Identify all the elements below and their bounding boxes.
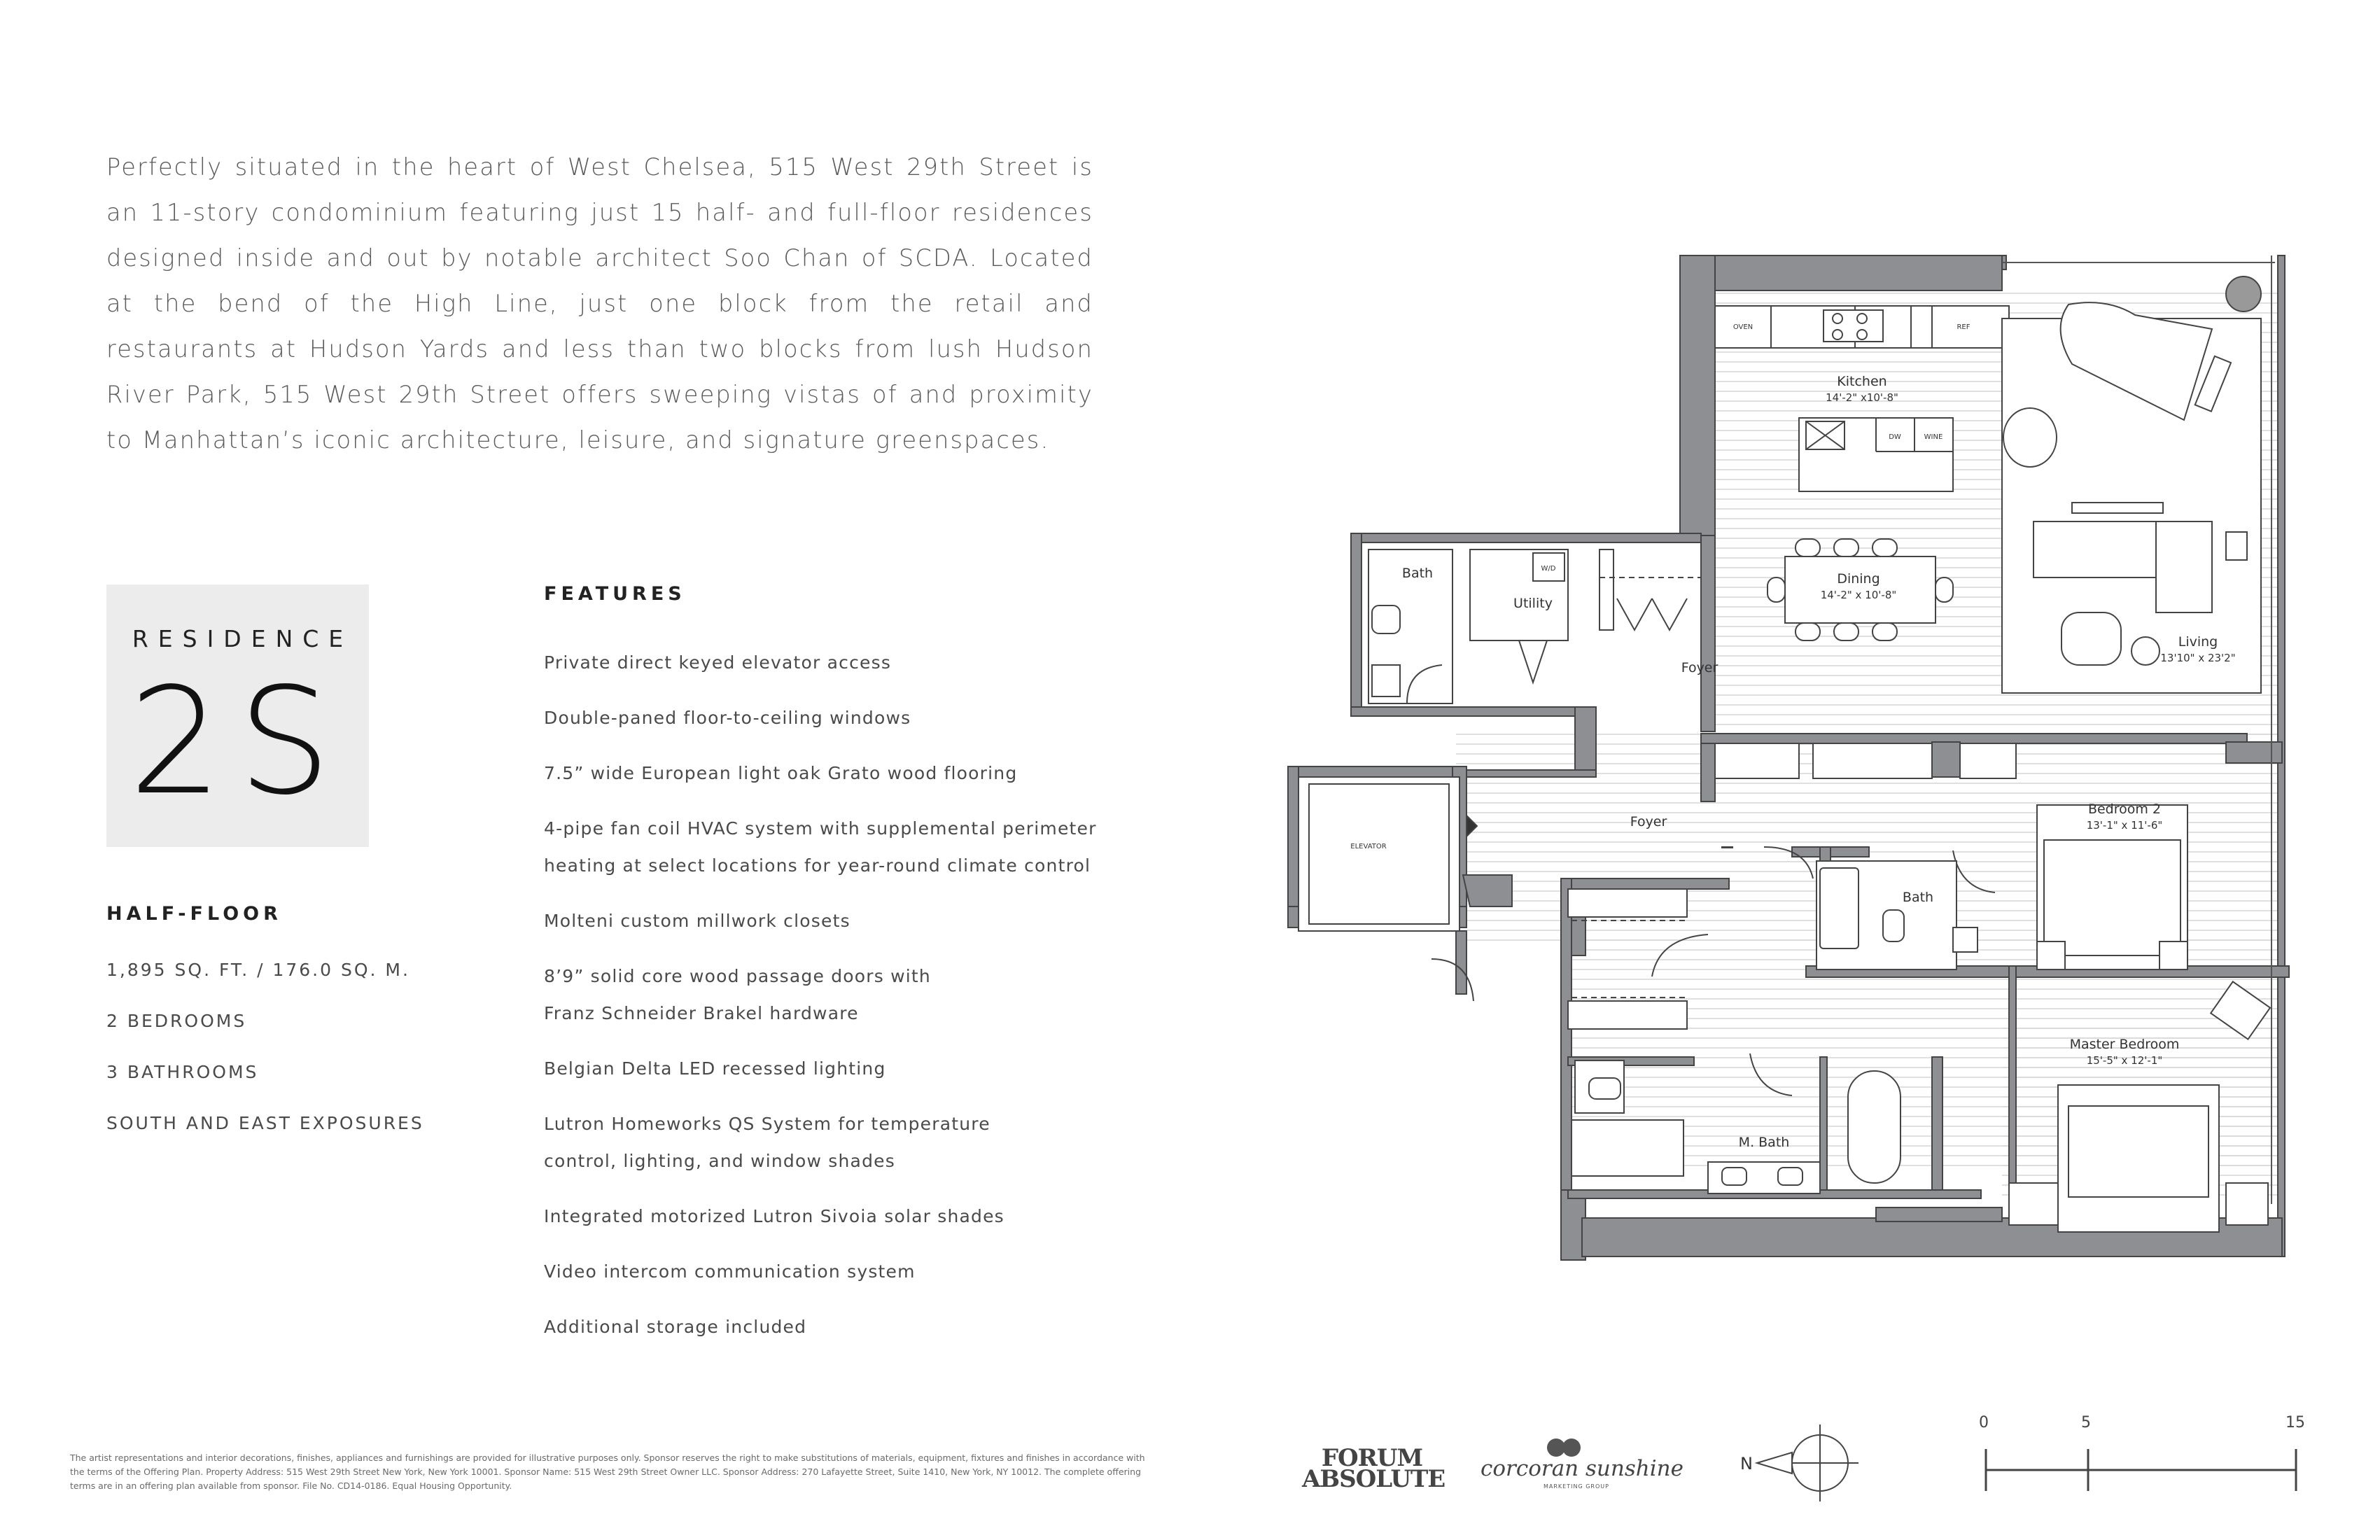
scale-label-5: 5 xyxy=(2081,1414,2091,1432)
north-label: N xyxy=(1740,1454,1753,1474)
utility xyxy=(1470,550,1701,682)
north-arrow-icon xyxy=(1740,1424,1858,1502)
dining-label: Dining xyxy=(1837,571,1880,587)
feature-item: Lutron Homeworks QS System for temperature control, lighting, and window shades xyxy=(544,1114,990,1171)
feature-item: Molteni custom millwork closets xyxy=(544,911,850,931)
feature-item: 4-pipe fan coil HVAC system with supplemental perimeter heating at select locations for year-round climate control xyxy=(544,818,1097,876)
living-label: Living xyxy=(2178,634,2218,650)
kitchen-dims: 14'-2" x10'-8" xyxy=(1826,391,1898,404)
living-dims: 13'10" x 23'2" xyxy=(2160,652,2236,664)
corcoran-logo-subtext: MARKETING GROUP xyxy=(1544,1483,1609,1490)
bath-2-label: Bath xyxy=(1902,890,1934,905)
scale-label-0: 0 xyxy=(1979,1414,1989,1432)
ref-label: REF xyxy=(1956,323,1970,331)
elevator-label: ELEVATOR xyxy=(1350,843,1387,850)
kitchen-label: Kitchen xyxy=(1837,374,1887,389)
oven-label: OVEN xyxy=(1732,323,1754,331)
master-bedroom-dims: 15'-5" x 12'-1" xyxy=(2086,1054,2163,1067)
feature-item: Integrated motorized Lutron Sivoia solar shades xyxy=(544,1206,1004,1226)
spec-exposures: SOUTH AND EAST EXPOSURES xyxy=(106,1113,424,1133)
bedroom-2-label: Bedroom 2 xyxy=(2087,802,2162,817)
spec-area: 1,895 SQ. FT. / 176.0 SQ. M. xyxy=(106,960,410,980)
master-bedroom-label: Master Bedroom xyxy=(2069,1037,2180,1052)
feature-item: 8’9” solid core wood passage doors with Franz Schneider Brakel hardware xyxy=(544,966,931,1023)
features-title: FEATURES xyxy=(544,583,686,605)
feature-item: Private direct keyed elevator access xyxy=(544,652,892,673)
utility-label: Utility xyxy=(1513,596,1553,611)
feature-item: 7.5” wide European light oak Grato wood flooring xyxy=(544,763,1018,783)
corcoran-logo-icon xyxy=(1547,1438,1581,1457)
residence-number: 2S xyxy=(129,656,346,827)
forum-logo-line2: ABSOLUTE xyxy=(1302,1465,1446,1493)
corcoran-logo-text: corcoran sunshine xyxy=(1480,1456,1684,1481)
bath-2 xyxy=(1816,861,1977,969)
elevator xyxy=(1298,777,1477,1001)
bath-1-label: Bath xyxy=(1401,566,1434,581)
scale-bar xyxy=(1986,1449,2296,1491)
forum-logo-line1: FORUM xyxy=(1321,1444,1423,1472)
foyer-label: Foyer xyxy=(1681,660,1718,676)
master-bath-label: M. Bath xyxy=(1738,1135,1790,1150)
spec-bedrooms: 2 BEDROOMS xyxy=(106,1011,247,1031)
residence-label: RESIDENCE xyxy=(132,625,354,652)
feature-item: Belgian Delta LED recessed lighting xyxy=(544,1058,886,1079)
forum-absolute-logo xyxy=(1302,1444,1446,1493)
legal-disclaimer: The artist representations and interior decorations, finishes, appliances and furnishings are provided for illustrative purposes only. Sponsor reserves the right to make substitutions of materials, equipment, fixtures and finishes in accordance with the terms of the Offering Plan. Property Address: 515 West 29th Street New York, New York 10001. Sponsor Name: 515 West 29th Street Owner LLC. Sponsor Address: 270 Lafayette Street, Suite 1410, New York, NY 10012. The complete offering terms are in an offering plan available from sponsor. File No. CD14-0186. Equal Housing Opportunity. xyxy=(70,1452,1145,1491)
bedroom-2-dims: 13'-1" x 11'-6" xyxy=(2086,819,2163,832)
wd-label: W/D xyxy=(1541,565,1556,573)
dw-label: DW xyxy=(1889,433,1901,441)
scale-label-15: 15 xyxy=(2286,1414,2305,1432)
wine-label: WINE xyxy=(1924,433,1943,441)
living-furniture xyxy=(2002,276,2261,693)
foyer-label: Foyer xyxy=(1630,814,1667,830)
dining-dims: 14'-2" x 10'-8" xyxy=(1820,589,1897,601)
intro-paragraph: Perfectly situated in the heart of West Chelsea, 515 West 29th Street is an 11-story condominium featuring just 15 half- and full-floor residences designed inside and out by notable architect Soo Chan of SCDA. Located at the bend of the High Line, just one block from the retail and restaurants at Hudson Yards and less than two blocks from lush Hudson River Park, 515 West 29th Street offers sweeping vistas of and proximity to Manhattan’s iconic architecture, leisure, and signature greenspaces. xyxy=(106,153,1093,454)
spec-bathrooms: 3 BATHROOMS xyxy=(106,1062,259,1082)
feature-item: Double-paned floor-to-ceiling windows xyxy=(544,708,911,728)
specs-title: HALF-FLOOR xyxy=(106,903,282,925)
feature-item: Additional storage included xyxy=(544,1317,807,1337)
feature-item: Video intercom communication system xyxy=(544,1261,916,1282)
